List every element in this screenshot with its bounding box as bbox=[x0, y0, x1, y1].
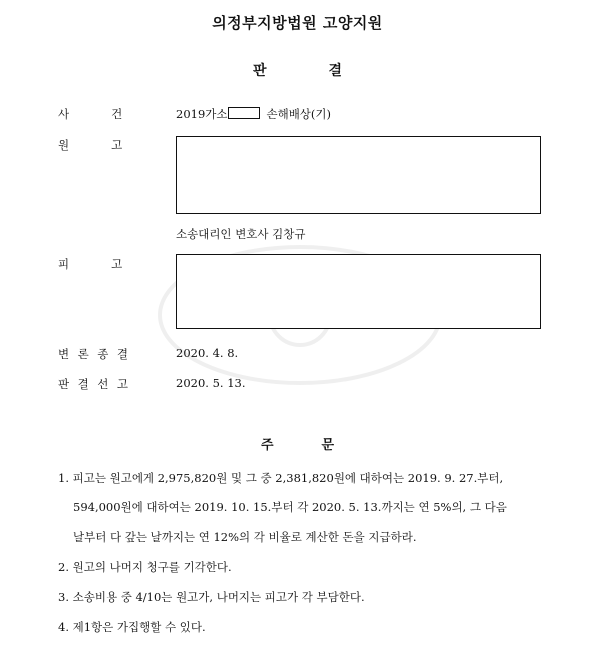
attorney: 소송대리인 변호사 김창규 bbox=[176, 227, 306, 241]
plaintiff-redaction-box bbox=[176, 136, 541, 214]
court-name: 의정부지방법원 고양지원 bbox=[212, 14, 383, 32]
judgment-label: 판결선고 bbox=[58, 377, 137, 391]
hearing-date: 2020. 4. 8. bbox=[176, 346, 239, 360]
case-name: 손해배상(기) bbox=[266, 107, 332, 121]
order-item-1-line-1: 1. 피고는 원고에게 2,975,820원 및 그 중 2,381,820원에 대하여는 2019. 9. 27.부터, bbox=[58, 471, 504, 485]
hearing-label: 변론종결 bbox=[58, 347, 137, 361]
document-title: 판결 bbox=[252, 63, 405, 79]
order-item-4: 4. 제1항은 가집행할 수 있다. bbox=[58, 620, 206, 634]
redaction-box bbox=[228, 107, 260, 119]
defendant-label: 피고 bbox=[58, 257, 165, 271]
order-item-1-line-3: 날부터 다 갚는 날까지는 연 12%의 각 비율로 계산한 돈을 지급하라. bbox=[73, 530, 417, 544]
case-line bbox=[176, 106, 331, 122]
case-label: 사건 bbox=[58, 107, 165, 121]
order-item-2: 2. 원고의 나머지 청구를 기각한다. bbox=[58, 560, 232, 574]
order-heading: 주문 bbox=[260, 438, 383, 453]
order-item-1-line-2: 594,000원에 대하여는 2019. 10. 15.부터 각 2020. 5. 13.까지는 연 5%의, 그 다음 bbox=[73, 500, 507, 514]
case-number: 2019가소 bbox=[176, 107, 228, 121]
judgment-date: 2020. 5. 13. bbox=[176, 376, 246, 390]
order-item-3: 3. 소송비용 중 4/10는 원고가, 나머지는 피고가 각 부담한다. bbox=[58, 590, 365, 604]
defendant-redaction-box bbox=[176, 254, 541, 329]
plaintiff-label: 원고 bbox=[58, 138, 165, 152]
